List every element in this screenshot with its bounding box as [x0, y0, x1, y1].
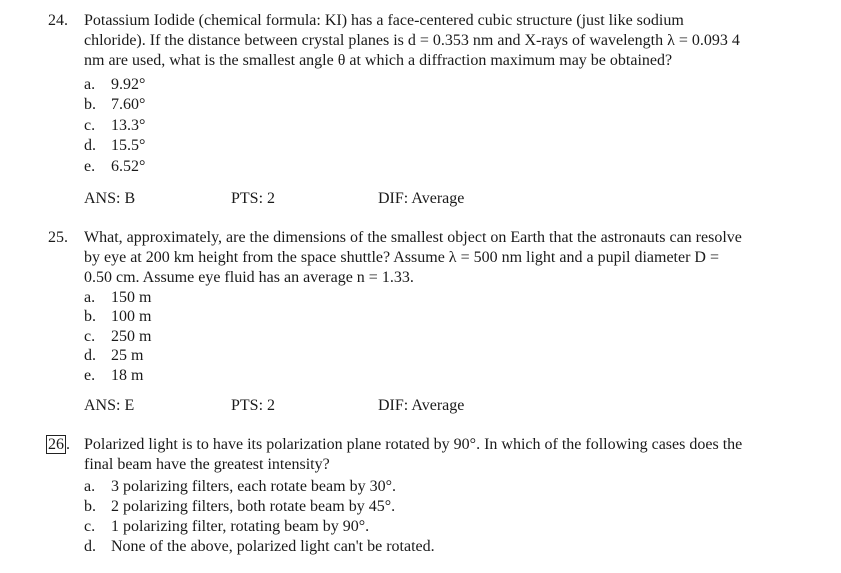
stem-line: 0.50 cm. Assume eye fluid has an average n = 1.33. [84, 269, 414, 286]
option-letter: e. [84, 158, 96, 175]
option-text: 3 polarizing filters, each rotate beam by 30°. [111, 478, 396, 495]
question-stem [84, 228, 774, 288]
option-c [84, 327, 151, 347]
option-d [84, 136, 145, 156]
option-e [84, 157, 145, 177]
option-letter: a. [84, 289, 96, 306]
option-text: 18 m [111, 367, 144, 384]
question-number [48, 435, 80, 455]
option-letter: a. [84, 478, 96, 495]
option-letter: c. [84, 117, 96, 134]
stem-line: What, approximately, are the dimensions of the smallest object on Earth that the astronauts can resolve [84, 229, 742, 246]
difficulty-label: DIF: Average [378, 190, 465, 207]
option-text: 150 m [111, 289, 152, 306]
option-text: 2 polarizing filters, both rotate beam by 45°. [111, 498, 396, 515]
points-label: PTS: 2 [231, 397, 276, 414]
option-text: 6.52° [111, 158, 146, 175]
option-a [84, 477, 396, 497]
option-letter: b. [84, 308, 96, 325]
option-d [84, 537, 435, 557]
stem-line: chloride). If the distance between crystal planes is d = 0.353 nm and X-rays of wavelength λ = 0.093 4 [84, 32, 740, 49]
option-text: 13.3° [111, 117, 146, 134]
option-letter: b. [84, 498, 96, 515]
option-a [84, 75, 145, 95]
option-text: 1 polarizing filter, rotating beam by 90°. [111, 518, 370, 535]
question-number: 24. [48, 12, 68, 29]
option-text: 9.92° [111, 76, 146, 93]
option-text: None of the above, polarized light can't be rotated. [111, 538, 435, 555]
stem-line: Polarized light is to have its polarization plane rotated by 90°. In which of the following cases does the [84, 436, 743, 453]
option-letter: c. [84, 328, 96, 345]
option-c [84, 517, 369, 537]
option-letter: a. [84, 76, 96, 93]
question-number-suffix: . [66, 436, 70, 453]
option-c [84, 116, 145, 136]
option-text: 100 m [111, 308, 152, 325]
option-text: 25 m [111, 347, 144, 364]
answer-label: ANS: E [84, 397, 135, 414]
option-letter: d. [84, 347, 96, 364]
option-d [84, 346, 143, 366]
option-text: 15.5° [111, 137, 146, 154]
option-letter: b. [84, 96, 96, 113]
answer-label: ANS: B [84, 190, 136, 207]
option-letter: d. [84, 137, 96, 154]
option-e [84, 366, 143, 386]
stem-line: Potassium Iodide (chemical formula: KI) has a face-centered cubic structure (just like sodium [84, 12, 684, 29]
stem-line: by eye at 200 km height from the space shuttle? Assume λ = 500 nm light and a pupil diameter D = [84, 249, 720, 266]
option-b [84, 307, 151, 327]
option-b [84, 95, 145, 115]
stem-line: nm are used, what is the smallest angle θ at which a diffraction maximum may be obtained? [84, 52, 673, 69]
difficulty-label: DIF: Average [378, 397, 465, 414]
question-number: 25. [48, 229, 68, 246]
option-b [84, 497, 395, 517]
option-text: 7.60° [111, 96, 146, 113]
question-stem [84, 435, 774, 475]
option-letter: e. [84, 367, 96, 384]
option-text: 250 m [111, 328, 152, 345]
question-number-box: 26 [48, 436, 64, 453]
stem-line: final beam have the greatest intensity? [84, 456, 330, 473]
points-label: PTS: 2 [231, 190, 276, 207]
option-letter: c. [84, 518, 96, 535]
question-stem [84, 11, 774, 71]
option-a [84, 288, 151, 308]
option-letter: d. [84, 538, 96, 555]
